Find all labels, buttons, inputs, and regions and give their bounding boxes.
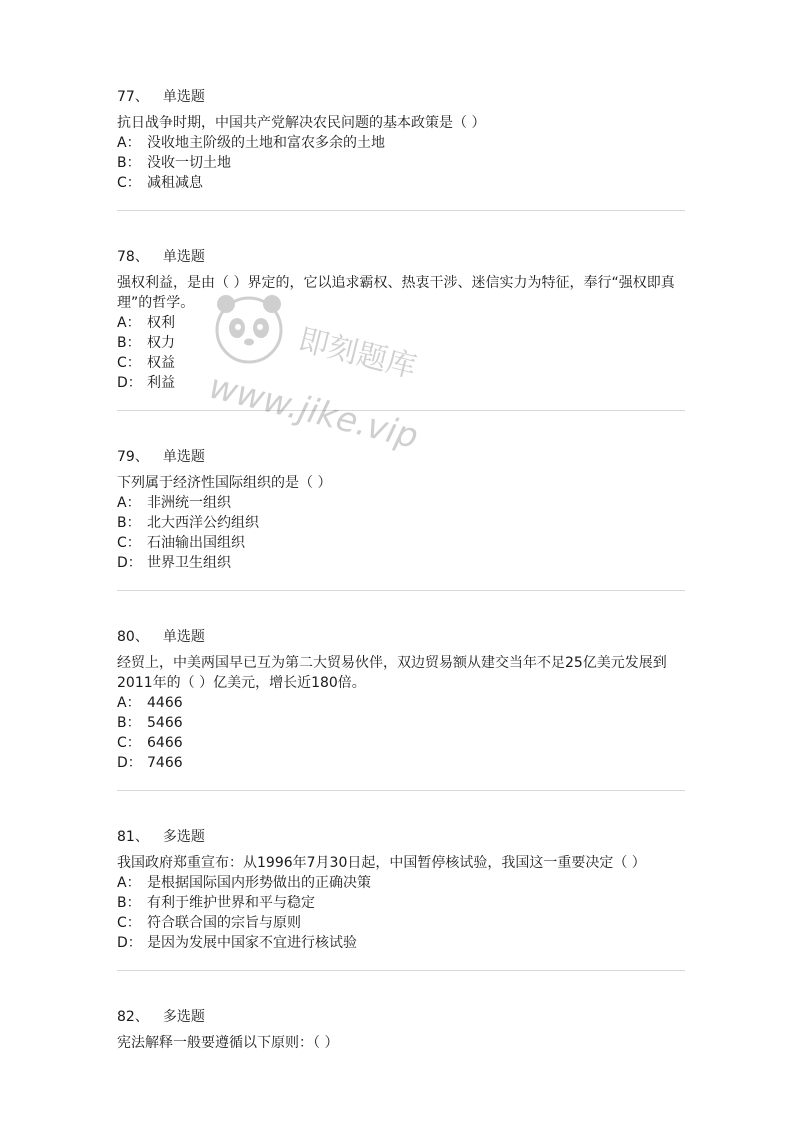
option-a xyxy=(117,873,687,893)
question-type: 多选题 xyxy=(162,829,205,845)
option-letter: C： xyxy=(117,535,141,551)
option-letter: C： xyxy=(117,355,141,371)
option-text: 4466 xyxy=(147,695,183,711)
option-text: 权益 xyxy=(147,355,175,371)
question-header xyxy=(117,827,687,847)
question-header xyxy=(117,247,687,267)
option-text: 非洲统一组织 xyxy=(147,495,231,511)
watermark-url: www.jike.vip xyxy=(205,366,423,458)
option-letter: B： xyxy=(117,335,141,351)
option-text: 5466 xyxy=(147,715,183,731)
option-letter: D： xyxy=(117,375,142,391)
question-number: 81、 xyxy=(117,829,149,845)
option-b xyxy=(117,713,687,733)
option-letter: A： xyxy=(117,315,141,331)
option-letter: A： xyxy=(117,875,141,891)
question-number: 82、 xyxy=(117,1009,149,1025)
option-letter: B： xyxy=(117,155,141,171)
option-letter: C： xyxy=(117,175,141,191)
option-c xyxy=(117,733,687,753)
question-header xyxy=(117,1007,687,1027)
question-text: 强权利益，是由（ ）界定的，它以追求霸权、热衷干涉、迷信实力为特征，奉行“强权即真理”的哲学。 xyxy=(117,275,675,311)
divider xyxy=(117,970,685,971)
option-letter: A： xyxy=(117,695,141,711)
option-d xyxy=(117,553,687,573)
question-number: 78、 xyxy=(117,249,149,265)
watermark-brand: 即刻题库 xyxy=(294,322,420,386)
question-77 xyxy=(117,87,687,193)
option-text: 7466 xyxy=(147,755,183,771)
option-letter: C： xyxy=(117,735,141,751)
question-header xyxy=(117,627,687,647)
option-d xyxy=(117,753,687,773)
question-text: 抗日战争时期，中国共产党解决农民问题的基本政策是（ ） xyxy=(117,115,486,131)
option-text: 没收地主阶级的土地和富农多余的土地 xyxy=(147,135,385,151)
option-a xyxy=(117,693,687,713)
divider xyxy=(117,210,685,211)
option-text: 权力 xyxy=(147,335,175,351)
question-79 xyxy=(117,447,687,573)
option-text: 没收一切土地 xyxy=(147,155,231,171)
divider xyxy=(117,790,685,791)
option-text: 是因为发展中国家不宜进行核试验 xyxy=(147,935,357,951)
question-81 xyxy=(117,827,687,953)
question-text: 下列属于经济性国际组织的是（ ） xyxy=(117,475,332,491)
question-text: 宪法解释一般要遵循以下原则：（ ） xyxy=(117,1035,339,1051)
option-text: 权利 xyxy=(147,315,175,331)
option-letter: B： xyxy=(117,515,141,531)
question-text: 我国政府郑重宣布：从1996年7月30日起，中国暂停核试验，我国这一重要决定（ ） xyxy=(117,855,646,871)
option-a xyxy=(117,493,687,513)
panda-logo-icon xyxy=(210,290,288,368)
question-type: 单选题 xyxy=(162,89,205,105)
option-letter: D： xyxy=(117,555,142,571)
option-d xyxy=(117,933,687,953)
option-a xyxy=(117,133,687,153)
option-letter: D： xyxy=(117,935,142,951)
option-text: 有利于维护世界和平与稳定 xyxy=(147,895,315,911)
question-80 xyxy=(117,627,687,773)
question-82 xyxy=(117,1007,687,1053)
question-number: 79、 xyxy=(117,449,149,465)
watermark xyxy=(205,280,440,458)
option-letter: C： xyxy=(117,915,141,931)
question-type: 单选题 xyxy=(162,249,205,265)
option-letter: A： xyxy=(117,495,141,511)
option-text: 石油输出国组织 xyxy=(147,535,245,551)
option-letter: B： xyxy=(117,895,141,911)
question-header xyxy=(117,87,687,107)
question-type: 单选题 xyxy=(162,449,205,465)
option-c xyxy=(117,173,687,193)
question-type: 多选题 xyxy=(162,1009,205,1025)
option-text: 北大西洋公约组织 xyxy=(147,515,259,531)
option-b xyxy=(117,513,687,533)
option-text: 符合联合国的宗旨与原则 xyxy=(147,915,301,931)
option-letter: B： xyxy=(117,715,141,731)
option-text: 6466 xyxy=(147,735,183,751)
option-c xyxy=(117,913,687,933)
option-c xyxy=(117,533,687,553)
option-text: 是根据国际国内形势做出的正确决策 xyxy=(147,875,371,891)
divider xyxy=(117,590,685,591)
option-letter: D： xyxy=(117,755,142,771)
question-number: 77、 xyxy=(117,89,149,105)
option-text: 世界卫生组织 xyxy=(147,555,231,571)
option-text: 利益 xyxy=(147,375,175,391)
question-text: 经贸上，中美两国早已互为第二大贸易伙伴，双边贸易额从建交当年不足25亿美元发展到2011年的（ ）亿美元，增长近180倍。 xyxy=(117,655,667,691)
option-letter: A： xyxy=(117,135,141,151)
question-number: 80、 xyxy=(117,629,149,645)
option-b xyxy=(117,153,687,173)
option-b xyxy=(117,893,687,913)
question-type: 单选题 xyxy=(162,629,205,645)
option-text: 减租减息 xyxy=(147,175,203,191)
